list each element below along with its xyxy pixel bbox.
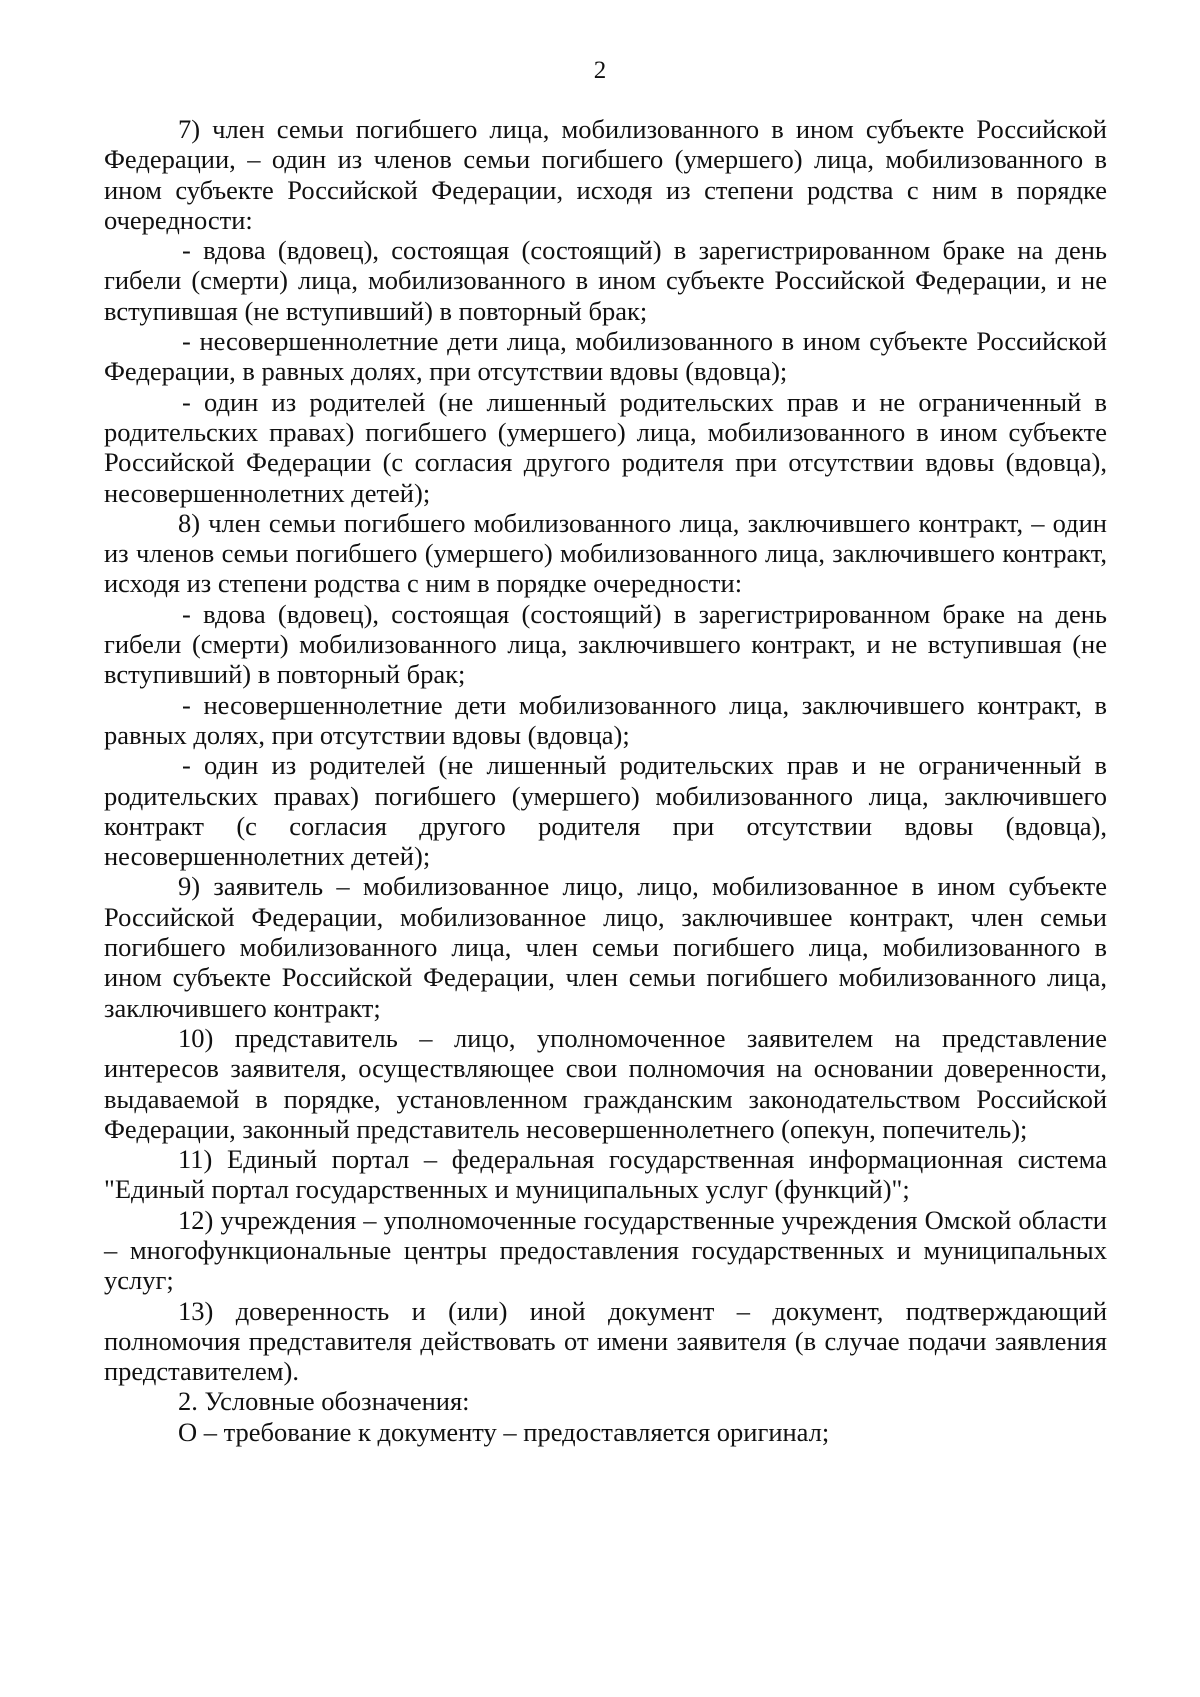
paragraph-item-7-widow: - вдова (вдовец), состоящая (состоящий) в зарегистрированном браке на день гибели (смерти) лица, мобилизованного в ином субъекте Российской Федерации, и не вступившая (не вступивший) в повторный брак; xyxy=(104,235,1107,326)
document-body xyxy=(104,114,1107,1447)
paragraph-item-12: 12) учреждения – уполномоченные государственные учреждения Омской области – многофункциональные центры предоставления государственных и муниципальных услуг; xyxy=(104,1204,1107,1296)
paragraph-item-8-widow: - вдова (вдовец), состоящая (состоящий) в зарегистрированном браке на день гибели (смерти) мобилизованного лица, заключившего контракт, и не вступившая (не вступивший) в повторный брак; xyxy=(104,598,1107,690)
paragraph-item-13: 13) доверенность и (или) иной документ – документ, подтверждающий полномочия представителя действовать от имени заявителя (в случае подачи заявления представителем). xyxy=(104,1295,1107,1387)
paragraph-legend-o: О – требование к документу – предоставляется оригинал; xyxy=(178,1416,830,1447)
paragraph-item-7: 7) член семьи погибшего лица, мобилизованного в ином субъекте Российской Федерации, – один из членов семьи погибшего (умершего) лица, мобилизованного в ином субъекте Российской Федерации, исходя из степени родства с ним в порядке очередности: xyxy=(104,114,1107,235)
paragraph-section-2: 2. Условные обозначения: xyxy=(178,1386,470,1417)
page-number: 2 xyxy=(593,57,607,84)
paragraph-item-7-parent: - один из родителей (не лишенный родительских прав и не ограниченный в родительских правах) погибшего (умершего) лица, мобилизованного в ином субъекте Российской Федерации (с согласия другого родителя при отсутствии вдовы (вдовца), несовершеннолетних детей); xyxy=(104,386,1107,508)
paragraph-item-10: 10) представитель – лицо, уполномоченное заявителем на представление интересов заявителя, осуществляющее свои полномочия на основании доверенности, выдаваемой в порядке, установленном гражданским законодательством Российской Федерации, законный представитель несовершеннолетнего (опекун, попечитель); xyxy=(104,1022,1107,1144)
paragraph-item-8-children: - несовершеннолетние дети мобилизованного лица, заключившего контракт, в равных долях, при отсутствии вдовы (вдовца); xyxy=(104,689,1107,750)
paragraph-item-8-parent: - один из родителей (не лишенный родительских прав и не ограниченный в родительских правах) погибшего (умершего) мобилизованного лица, заключившего контракт (с согласия другого родителя при отсутствии вдовы (вдовца), несовершеннолетних детей); xyxy=(104,750,1107,872)
paragraph-item-8: 8) член семьи погибшего мобилизованного лица, заключившего контракт, – один из членов семьи погибшего (умершего) мобилизованного лица, заключившего контракт, исходя из степени родства с ним в порядке очередности: xyxy=(104,507,1107,599)
paragraph-item-9: 9) заявитель – мобилизованное лицо, лицо, мобилизованное в ином субъекте Российской Федерации, мобилизованное лицо, заключившее контракт, член семьи погибшего мобилизованного лица, член семьи погибшего лица, мобилизованного в ином субъекте Российской Федерации, член семьи погибшего мобилизованного лица, заключившего контракт; xyxy=(104,871,1107,1023)
paragraph-item-11: 11) Единый портал – федеральная государственная информационная система "Единый портал государственных и муниципальных услуг (функций)"; xyxy=(104,1144,1107,1205)
paragraph-item-7-children: - несовершеннолетние дети лица, мобилизованного в ином субъекте Российской Федерации, в равных долях, при отсутствии вдовы (вдовца); xyxy=(104,326,1107,387)
